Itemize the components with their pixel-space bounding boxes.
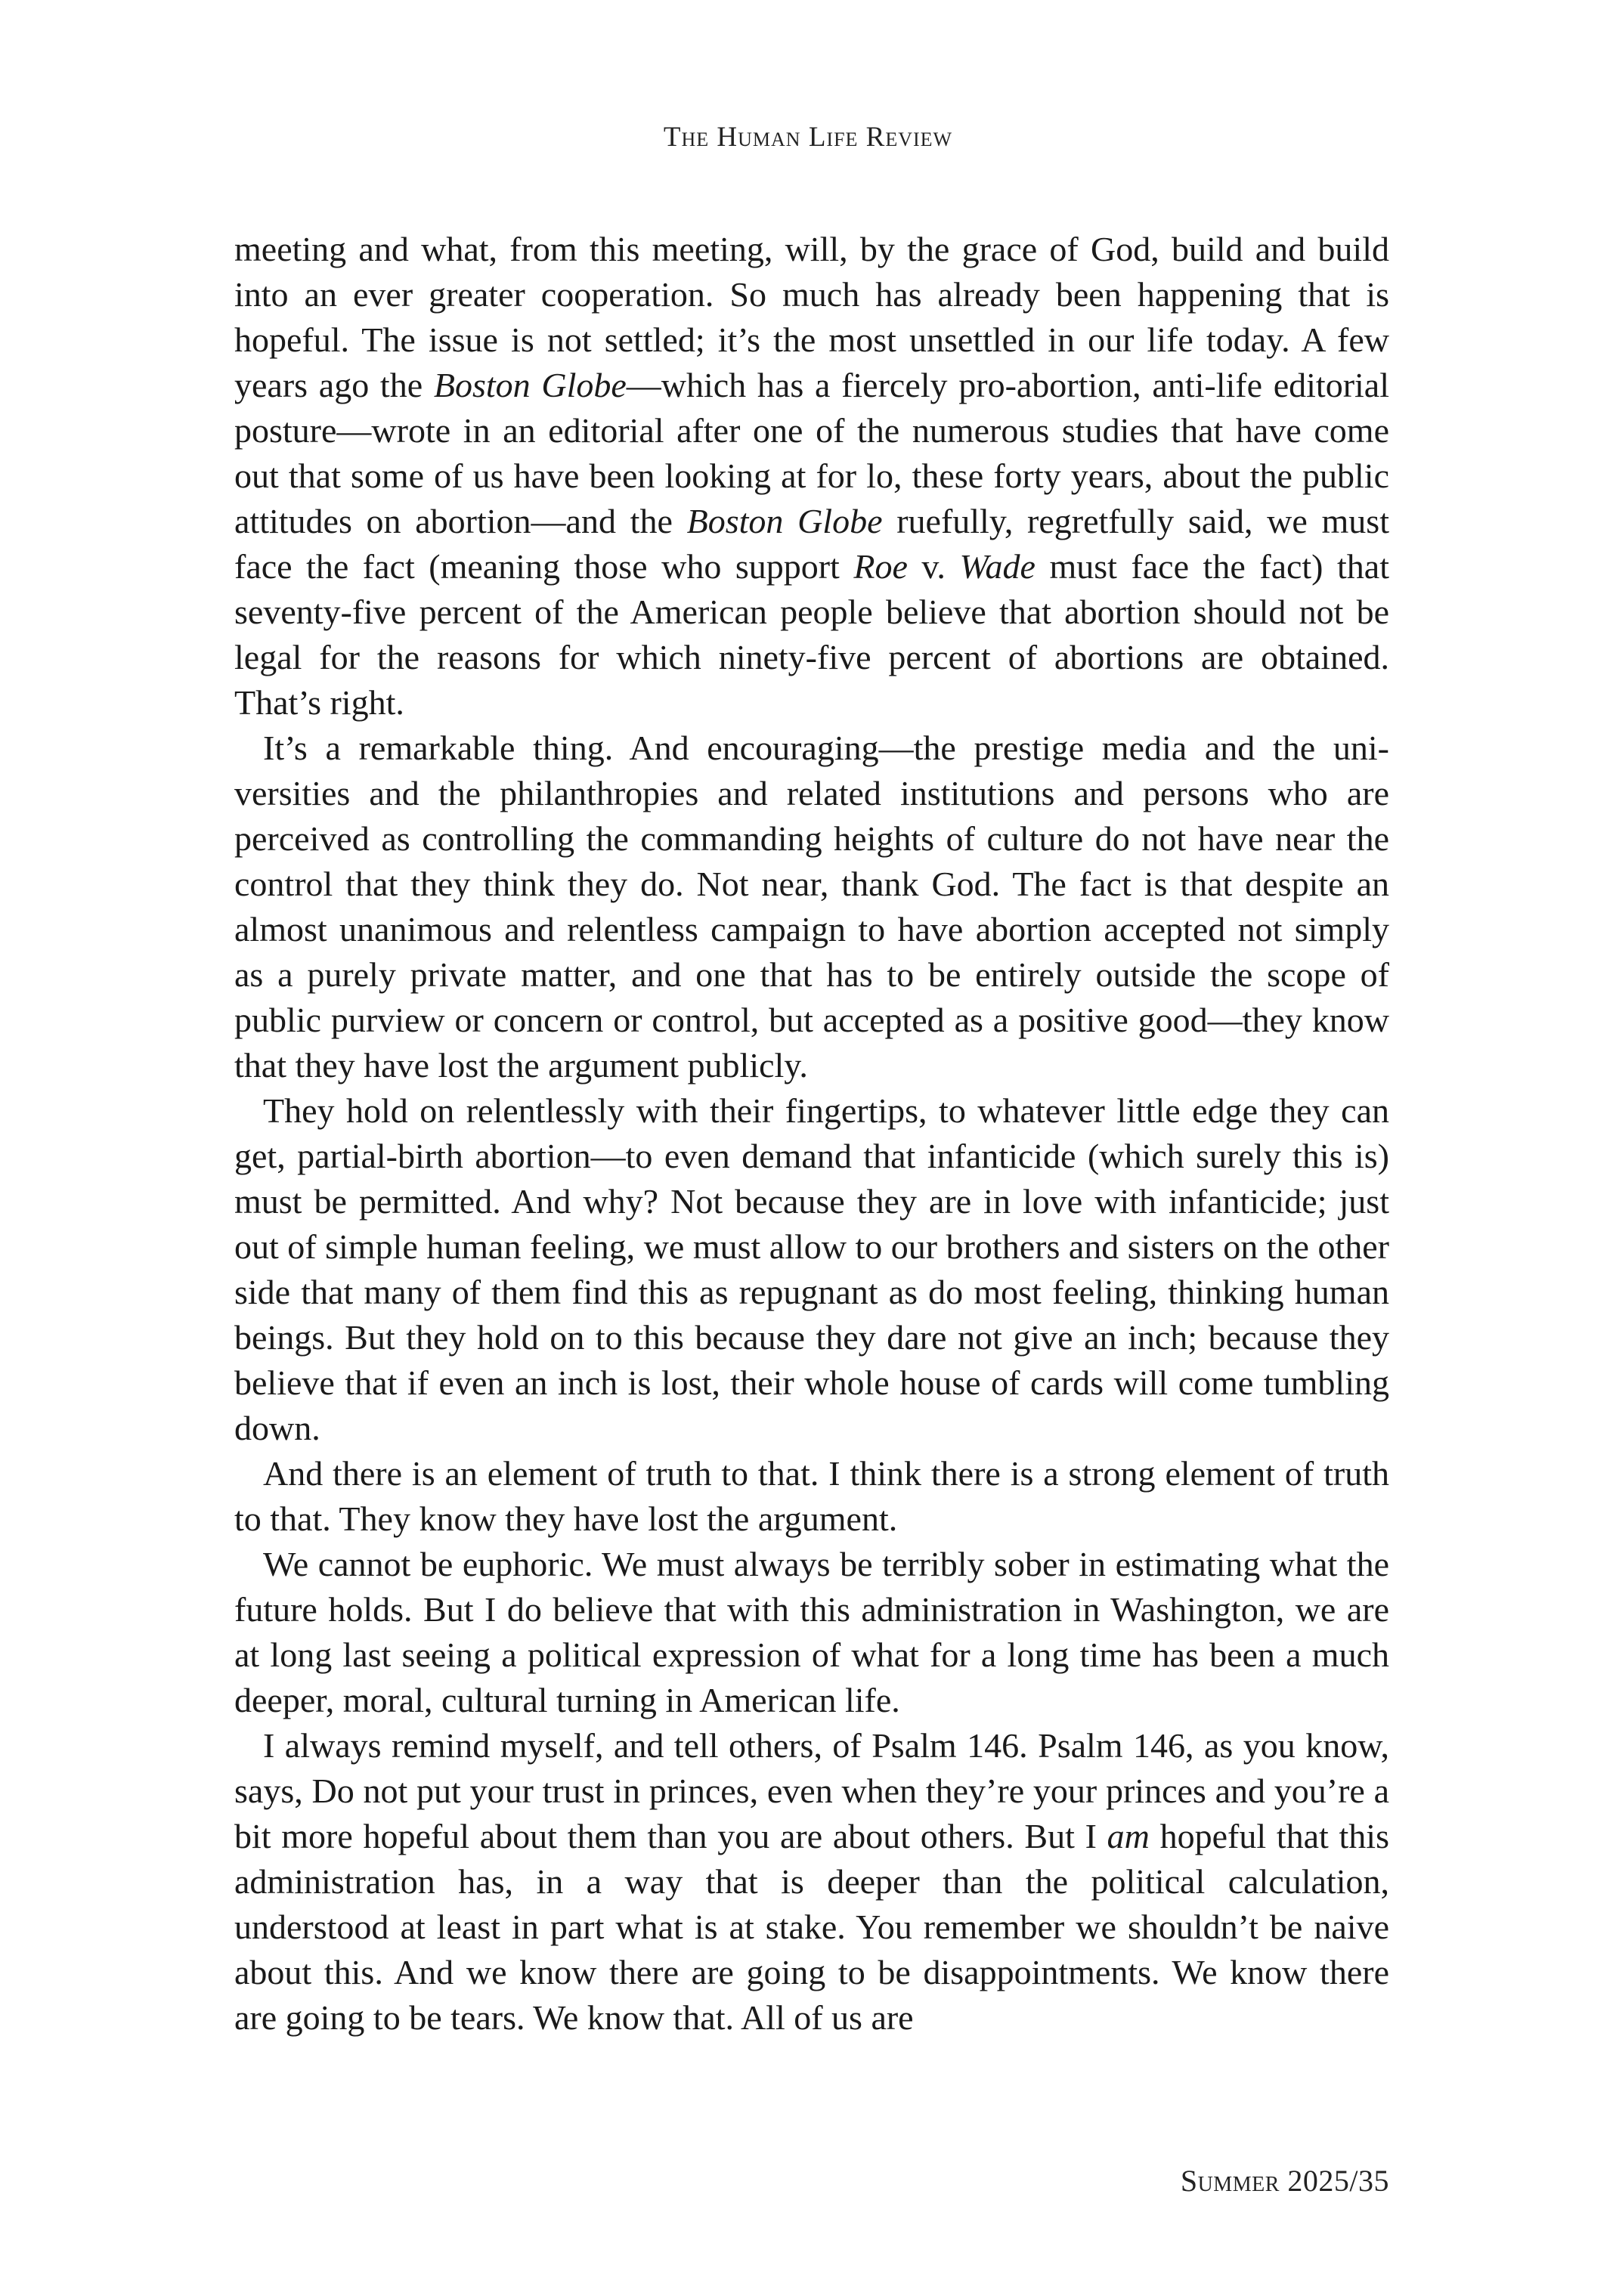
article-body (234, 227, 1389, 2041)
text-run: hopeful that this administration has, in a way that is deeper than the political calculation, understood at least in part what is at stake. You remember we shouldn’t be naive about this. And we know there are going to be disappointments. We know there are going to be tears. We know that. All of us are (234, 1817, 1389, 2037)
text-run: meeting and what, from this meeting, will, by the grace of God, build and build into an ever greater cooperation. So much has already been happening that is hopeful. The issue is not settled; it’s the most unsettled in our life today. A few years ago the (234, 230, 1389, 404)
text-run: —which has a fiercely pro-abortion, anti-life editorial posture—wrote in an editorial after one of the numerous studies that have come out that some of us have been looking at for lo, these forty years, about the public attitudes on abortion—and the (234, 366, 1389, 540)
italic-text: Roe (853, 547, 908, 586)
text-run: v. (907, 547, 960, 586)
text-run: They hold on relentlessly with their fingertips, to whatever little edge they can get, partial-birth abortion—to even demand that infanticide (which surely this is) must be permitted. And why? Not because they are in love with infanticide; just out of simple human feeling, we must allow to our brothers and sisters on the other side that many of them find this as repugnant as do most feeling, thinking human beings. But they hold on to this because they dare not give an inch; because they believe that if even an inch is lost, their whole house of cards will come tumbling down. (234, 1091, 1389, 1447)
paragraph (234, 1723, 1389, 2041)
paragraph (234, 1542, 1389, 1723)
text-run: We cannot be euphoric. We must always be terribly sober in estimating what the future holds. But I do believe that with this administration in Washington, we are at long last seeing a political expression of what for a long time has been a much deeper, moral, cultural turning in American life. (234, 1545, 1389, 1719)
italic-text: am (1107, 1817, 1150, 1855)
text-run: ruefully, regretfully said, we must face the fact (meaning those who support (234, 502, 1389, 586)
text-run: I always remind myself, and tell others, of Psalm 146. Psalm 146, as you know, says, Do not put your trust in princes, even when they’re your princes and you’re a bit more hopeful about them than you are about others. But I (234, 1726, 1389, 1855)
italic-text: Boston Globe (686, 502, 883, 540)
paragraph (234, 1451, 1389, 1542)
italic-text: Boston Globe (433, 366, 627, 404)
paragraph (234, 726, 1389, 1088)
paragraph (234, 1088, 1389, 1451)
text-run: must face the fact) that seventy-five percent of the American people believe that abortion should not be legal for the reasons for which ninety-five percent of abortions are obtained. That’s right. (234, 547, 1389, 722)
page-folio: Summer 2025/35 (1180, 2164, 1389, 2198)
running-head: The Human Life Review (663, 122, 953, 153)
text-run: And there is an element of truth to that. I think there is a strong element of truth to that. They know they have lost the argument. (234, 1454, 1389, 1538)
text-run: It’s a remarkable thing. And encouraging—the prestige media and the universities and the philanthropies and related institutions and persons who are perceived as controlling the commanding heights of culture do not have near the control that they think they do. Not near, thank God. The fact is that despite an almost unanimous and relentless campaign to have abortion accepted not simply as a purely private matter, and one that has to be entirely outside the scope of public purview or concern or control, but accepted as a positive good—they know that they have lost the argument publicly. (234, 729, 1389, 1085)
paragraph (234, 227, 1389, 726)
italic-text: Wade (959, 547, 1036, 586)
